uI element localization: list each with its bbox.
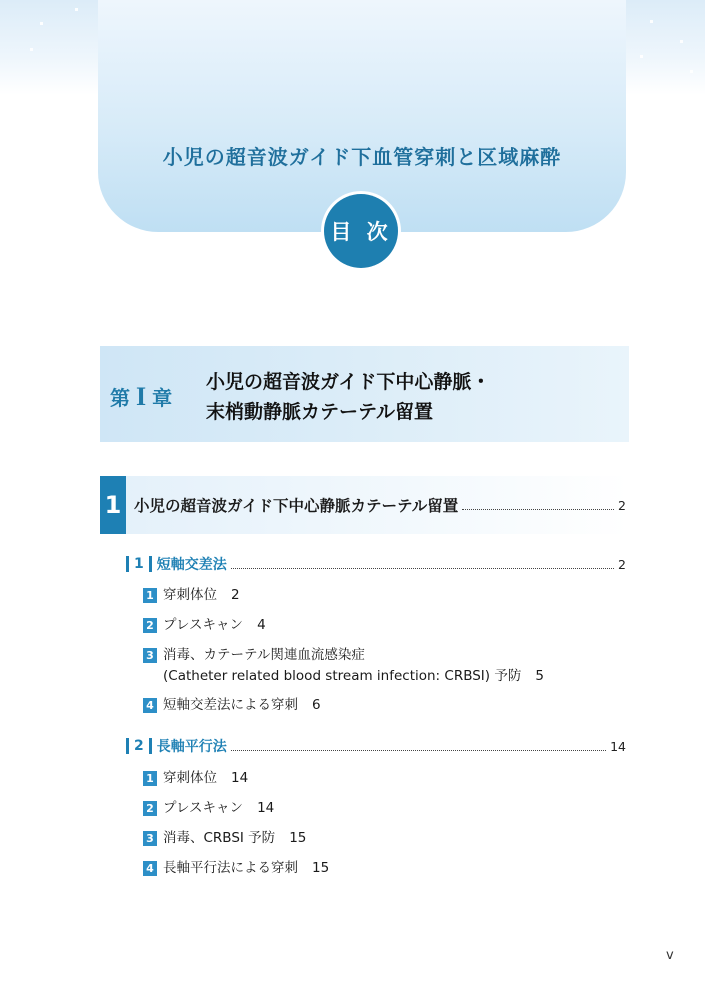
item-text: 消毒、カテーテル関連血流感染症 <box>163 647 365 663</box>
chapter-prefix: 第 <box>110 386 130 410</box>
item-page: 15 <box>312 860 330 876</box>
subsection-title: 長軸平行法 <box>156 739 227 755</box>
dot-leader <box>231 750 606 751</box>
item-number: 4 <box>143 861 157 876</box>
item-page: 4 <box>257 617 266 633</box>
toc-item[interactable] <box>143 645 544 687</box>
item-page: 15 <box>289 830 307 846</box>
toc-item[interactable] <box>143 828 306 849</box>
subsection-number: 2 <box>134 738 144 754</box>
item-text: 短軸交差法による穿刺 <box>163 697 298 713</box>
subsection-number: 1 <box>134 556 144 572</box>
chapter-title-line2: 末梢動静脈カテーテル留置 <box>206 401 434 423</box>
chapter-title <box>206 367 490 427</box>
section-title: 小児の超音波ガイド下中心静脈カテーテル留置 <box>134 497 459 515</box>
chapter-title-line1: 小児の超音波ガイド下中心静脈・ <box>206 371 491 393</box>
toc-item[interactable] <box>143 798 274 819</box>
subsection-entry[interactable] <box>126 736 626 756</box>
toc-badge: 目 次 <box>324 194 398 268</box>
section-page: 2 <box>618 497 626 513</box>
chapter-label <box>110 382 172 412</box>
item-text: 消毒、CRBSI 予防 <box>163 830 276 846</box>
subsection-bar <box>149 556 152 572</box>
toc-item[interactable] <box>143 858 329 879</box>
item-page: 6 <box>312 697 321 713</box>
chapter-number: I <box>136 382 147 411</box>
item-page: 14 <box>257 800 275 816</box>
subsection-entry[interactable] <box>126 554 626 574</box>
item-number: 2 <box>143 618 157 633</box>
item-text: プレスキャン <box>163 800 244 816</box>
subsection-bar <box>149 738 152 754</box>
item-number: 3 <box>143 831 157 846</box>
chapter-suffix: 章 <box>152 386 173 410</box>
item-number: 4 <box>143 698 157 713</box>
subsection-title: 短軸交差法 <box>156 557 227 573</box>
toc-item[interactable] <box>143 615 266 636</box>
item-text: プレスキャン <box>163 617 244 633</box>
item-page: 5 <box>535 668 544 684</box>
item-text: 長軸平行法による穿刺 <box>163 860 298 876</box>
item-text: 穿刺体位 <box>163 587 217 603</box>
item-number: 3 <box>143 648 157 663</box>
item-number: 1 <box>143 771 157 786</box>
subsection-page: 14 <box>610 738 626 754</box>
item-text-line2: (Catheter related blood stream infection: CRBSI) 予防 <box>163 668 522 684</box>
toc-item[interactable] <box>143 585 240 606</box>
item-page: 2 <box>231 587 240 603</box>
item-text-continued <box>163 666 544 687</box>
page-number: v <box>666 948 674 963</box>
subsection-bar <box>126 738 129 754</box>
subsection-page: 2 <box>618 556 626 572</box>
dot-leader <box>462 509 614 510</box>
item-number: 1 <box>143 588 157 603</box>
section-number: 1 <box>100 476 126 534</box>
toc-item[interactable] <box>143 768 248 789</box>
book-title: 小児の超音波ガイド下血管穿刺と区域麻酔 <box>162 145 562 169</box>
item-page: 14 <box>231 770 249 786</box>
item-text: 穿刺体位 <box>163 770 217 786</box>
item-number: 2 <box>143 801 157 816</box>
dot-leader <box>231 568 614 569</box>
item-text-block <box>163 645 544 687</box>
section-entry[interactable] <box>134 493 626 517</box>
toc-item[interactable] <box>143 695 321 716</box>
subsection-bar <box>126 556 129 572</box>
